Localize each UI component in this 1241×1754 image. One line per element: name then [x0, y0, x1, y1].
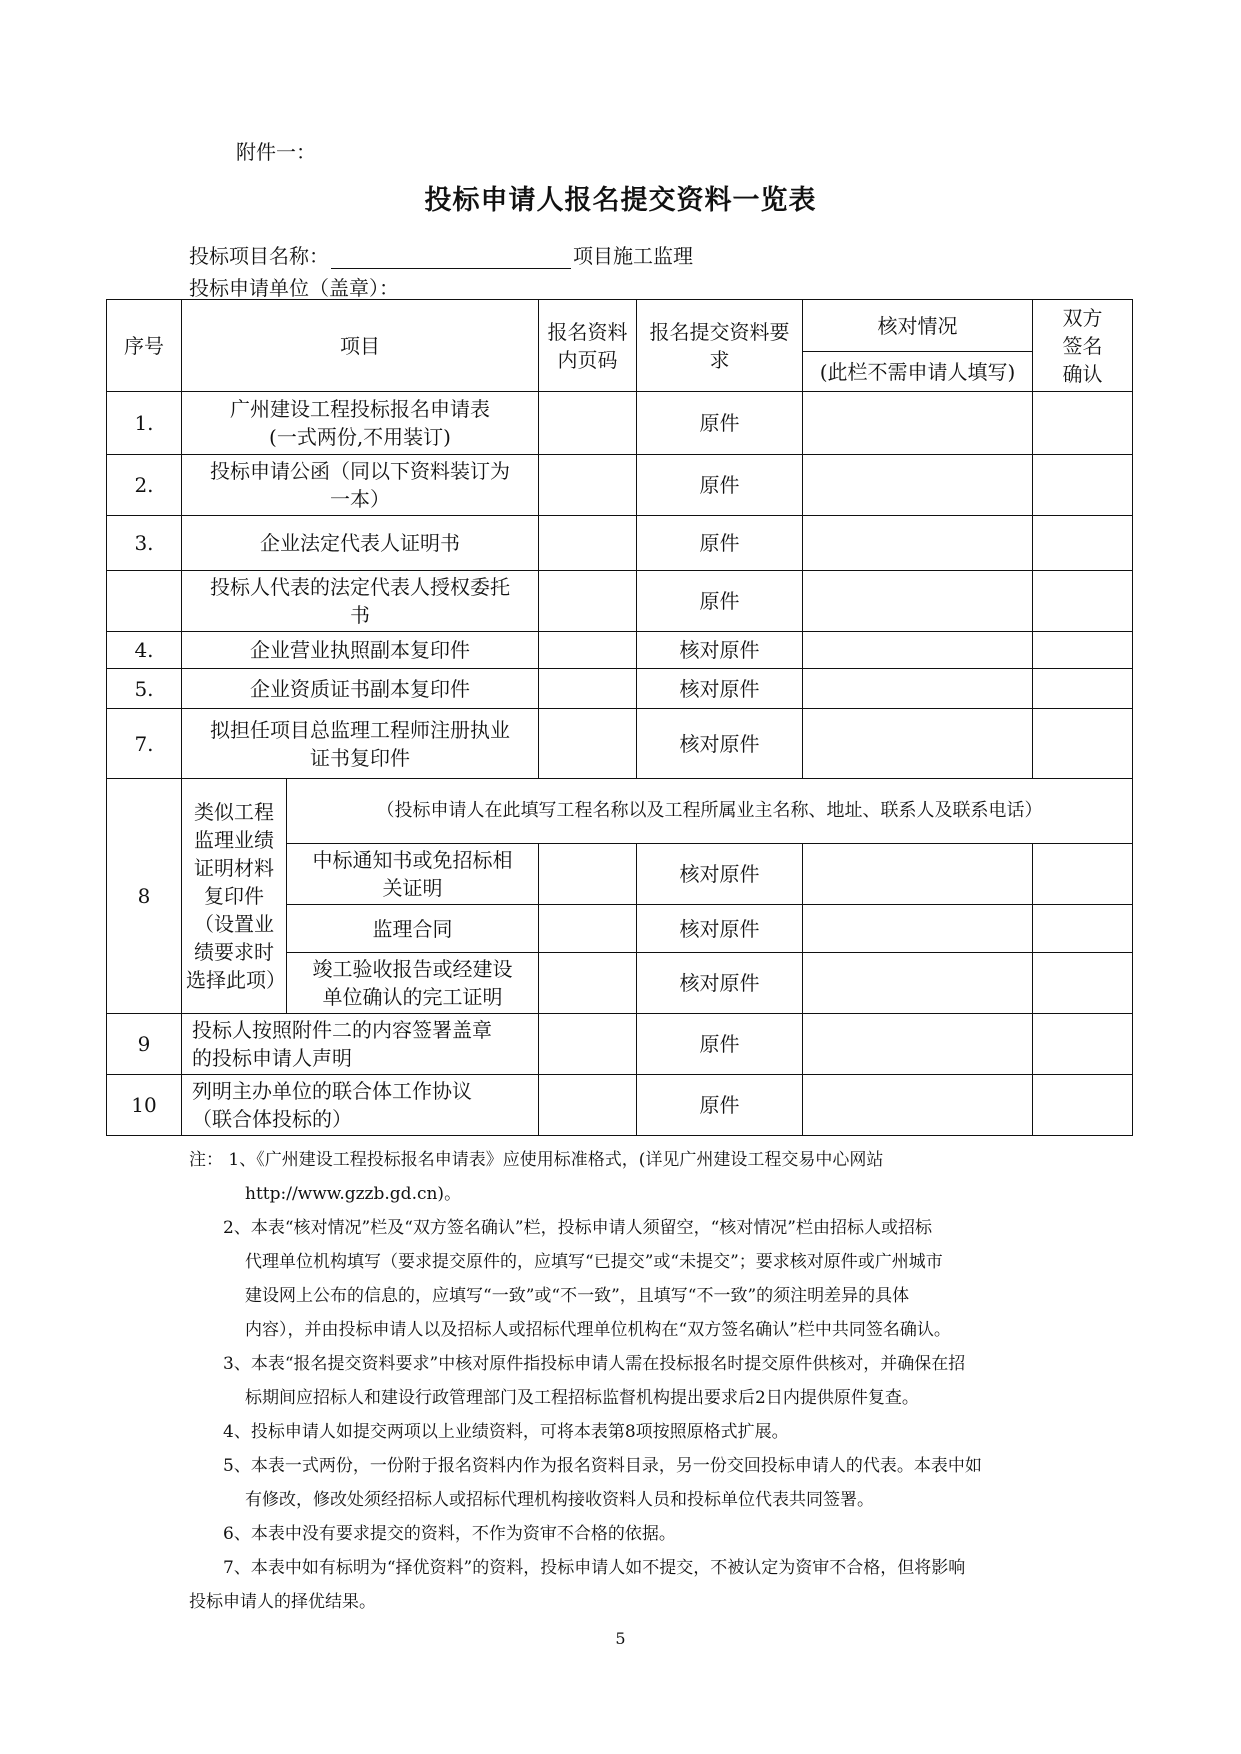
row-req: 核对原件 — [637, 669, 803, 709]
row-seq: 9 — [107, 1014, 182, 1075]
row-check-cell — [803, 669, 1033, 709]
header-requirement — [637, 300, 803, 392]
category-line: 复印件 — [204, 884, 264, 908]
table-header-row-1 — [107, 300, 1133, 352]
row-seq: 10 — [107, 1075, 182, 1136]
row-check-cell — [803, 905, 1033, 953]
row-item-line1: 投标人按照附件二的内容签署盖章 — [192, 1018, 492, 1042]
row-page-cell — [539, 1075, 637, 1136]
row-page-cell — [539, 516, 637, 571]
row-req: 原件 — [637, 392, 803, 455]
row-seq: 2. — [107, 455, 182, 516]
row-seq: 1. — [107, 392, 182, 455]
header-sign-line1: 双方 — [1062, 305, 1103, 330]
header-check: 核对情况 — [803, 300, 1033, 352]
row-seq — [107, 571, 182, 632]
row-item-line2: 证书复印件 — [310, 745, 410, 770]
row-req: 核对原件 — [637, 844, 803, 905]
row-req: 原件 — [637, 516, 803, 571]
row-req: 原件 — [637, 1014, 803, 1075]
notes-section — [189, 1143, 1059, 1619]
project-name-label: 投标项目名称： — [189, 244, 329, 268]
row-item — [287, 844, 539, 905]
row-seq: 7. — [107, 709, 182, 779]
note-1: 注： 1、《广州建设工程投标报名申请表》应使用标准格式，(详见广州建设工程交易中心网站 — [189, 1150, 884, 1170]
category-line: 证明材料 — [194, 856, 274, 880]
note-6: 6、本表中没有要求提交的资料，不作为资审不合格的依据。 — [223, 1524, 676, 1544]
row-item-line1: 竣工验收报告或经建设 — [312, 957, 513, 981]
applicant-unit-label: 投标申请单位（盖章）： — [189, 276, 399, 300]
row-item-line2: （联合体投标的） — [192, 1107, 352, 1131]
row-item: 企业资质证书副本复印件 — [182, 669, 539, 709]
row-item — [182, 709, 539, 779]
row-check-cell — [803, 571, 1033, 632]
table-row — [107, 1014, 1133, 1075]
row-req: 原件 — [637, 1075, 803, 1136]
note-7: 7、本表中如有标明为“择优资料”的资料，投标申请人如不提交，不被认定为资审不合格，但将影响 — [223, 1558, 966, 1578]
project-name-blank — [331, 248, 571, 269]
table-row — [107, 516, 1133, 571]
section8-category — [182, 779, 287, 1014]
note-2-line: 建设网上公布的信息的，应填写“一致”或“不一致”，且填写“不一致”的须注明差异的具体 — [245, 1286, 910, 1306]
row-sign-cell — [1033, 844, 1133, 905]
annex-label: 附件一： — [236, 140, 316, 164]
row-item: 监理合同 — [287, 905, 539, 953]
row-page-cell — [539, 571, 637, 632]
note-1-continued: http://www.gzzb.gd.cn)。 — [245, 1184, 462, 1204]
row-item-line1: 投标申请公函（同以下资料装订为 — [210, 459, 510, 483]
project-name-suffix: 项目施工监理 — [573, 244, 693, 268]
note-7-line: 投标申请人的择优结果。 — [189, 1592, 376, 1612]
row-page-cell — [539, 392, 637, 455]
row-item: 企业营业执照副本复印件 — [182, 632, 539, 669]
row-item-line1: 广州建设工程投标报名申请表 — [230, 397, 490, 421]
row-sign-cell — [1033, 571, 1133, 632]
row-check-cell — [803, 516, 1033, 571]
row-req: 核对原件 — [637, 632, 803, 669]
row-check-cell — [803, 1075, 1033, 1136]
project-name-line — [189, 240, 693, 269]
section8-instruction: （投标申请人在此填写工程名称以及工程所属业主名称、地址、联系人及联系电话） — [287, 779, 1133, 844]
row-item: 企业法定代表人证明书 — [182, 516, 539, 571]
row-page-cell — [539, 669, 637, 709]
header-req-line1: 报名提交资料要 — [649, 319, 790, 344]
header-sign — [1033, 300, 1133, 392]
row-check-cell — [803, 844, 1033, 905]
table-row — [107, 709, 1133, 779]
row-item-line1: 中标通知书或免招标相 — [312, 848, 513, 872]
row-req: 核对原件 — [637, 905, 803, 953]
submission-table — [106, 299, 1133, 1136]
row-page-cell — [539, 844, 637, 905]
row-check-cell — [803, 709, 1033, 779]
note-2-line: 代理单位机构填写（要求提交原件的，应填写“已提交”或“未提交”；要求核对原件或广州城市 — [245, 1252, 943, 1272]
header-sign-line2: 签名 — [1062, 333, 1103, 358]
header-page-line1: 报名资料 — [547, 319, 628, 344]
row-seq: 4. — [107, 632, 182, 669]
row-check-cell — [803, 455, 1033, 516]
table-row — [107, 669, 1133, 709]
note-5: 5、本表一式两份，一份附于报名资料内作为报名资料目录，另一份交回投标申请人的代表。本表中如 — [223, 1456, 982, 1476]
row-req: 核对原件 — [637, 709, 803, 779]
category-line: 选择此项） — [186, 968, 286, 992]
row-sign-cell — [1033, 516, 1133, 571]
row-item-line1: 列明主办单位的联合体工作协议 — [192, 1079, 472, 1103]
row-sign-cell — [1033, 953, 1133, 1014]
row-item — [182, 1014, 539, 1075]
row-item — [182, 1075, 539, 1136]
table-row — [107, 392, 1133, 455]
note-2: 2、本表“核对情况”栏及“双方签名确认”栏，投标申请人须留空，“核对情况”栏由招标人或招标 — [223, 1218, 932, 1238]
category-line: 类似工程 — [194, 800, 274, 824]
row-page-cell — [539, 632, 637, 669]
row-item — [182, 571, 539, 632]
row-item — [182, 392, 539, 455]
table-row — [107, 571, 1133, 632]
row-sign-cell — [1033, 1075, 1133, 1136]
header-seq: 序号 — [107, 300, 182, 392]
table-row — [107, 1075, 1133, 1136]
row-req: 核对原件 — [637, 953, 803, 1014]
row-sign-cell — [1033, 709, 1133, 779]
row-page-cell — [539, 455, 637, 516]
header-sign-line3: 确认 — [1062, 361, 1103, 386]
table-row — [107, 632, 1133, 669]
row-sign-cell — [1033, 905, 1133, 953]
row-check-cell — [803, 392, 1033, 455]
table-row — [107, 455, 1133, 516]
header-page — [539, 300, 637, 392]
header-item: 项目 — [182, 300, 539, 392]
row-page-cell — [539, 709, 637, 779]
note-3-line: 标期间应招标人和建设行政管理部门及工程招标监督机构提出要求后2日内提供原件复查。 — [245, 1388, 919, 1408]
row-item-line1: 投标人代表的法定代表人授权委托 — [210, 575, 510, 599]
row-req: 原件 — [637, 455, 803, 516]
row-page-cell — [539, 953, 637, 1014]
row-item-line2: 书 — [350, 603, 370, 627]
header-req-line2: 求 — [709, 347, 730, 372]
row-item — [287, 953, 539, 1014]
page-title: 投标申请人报名提交资料一览表 — [424, 185, 817, 216]
row-sign-cell — [1033, 1014, 1133, 1075]
section8-seq: 8 — [107, 779, 182, 1014]
note-4: 4、投标申请人如提交两项以上业绩资料，可将本表第8项按照原格式扩展。 — [223, 1422, 789, 1442]
note-5-line: 有修改，修改处须经招标人或招标代理机构接收资料人员和投标单位代表共同签署。 — [245, 1490, 874, 1510]
row-check-cell — [803, 632, 1033, 669]
row-page-cell — [539, 1014, 637, 1075]
row-sign-cell — [1033, 455, 1133, 516]
row-seq: 5. — [107, 669, 182, 709]
row-item-line2: (一式两份,不用装订) — [269, 425, 451, 449]
row-item-line2: 的投标申请人声明 — [192, 1046, 352, 1070]
row-sign-cell — [1033, 669, 1133, 709]
note-3: 3、本表“报名提交资料要求”中核对原件指投标申请人需在投标报名时提交原件供核对，并确保在招 — [223, 1354, 966, 1374]
row-seq: 3. — [107, 516, 182, 571]
row-item-line2: 一本） — [330, 487, 390, 511]
category-line: 监理业绩 — [194, 828, 274, 852]
header-page-line2: 内页码 — [557, 347, 618, 372]
row-sign-cell — [1033, 392, 1133, 455]
row-check-cell — [803, 1014, 1033, 1075]
section8-instruction-row — [107, 779, 1133, 844]
row-req: 原件 — [637, 571, 803, 632]
page-number: 5 — [615, 1629, 626, 1648]
header-check-note: (此栏不需申请人填写) — [803, 352, 1033, 392]
row-item-line2: 单位确认的完工证明 — [322, 985, 503, 1009]
row-page-cell — [539, 905, 637, 953]
category-line: （设置业 — [194, 912, 274, 936]
row-item-line2: 关证明 — [382, 876, 443, 900]
row-item-line1: 拟担任项目总监理工程师注册执业 — [210, 717, 510, 742]
row-check-cell — [803, 953, 1033, 1014]
row-item — [182, 455, 539, 516]
category-line: 绩要求时 — [194, 940, 274, 964]
row-sign-cell — [1033, 632, 1133, 669]
note-2-line: 内容），并由投标申请人以及招标人或招标代理单位机构在“双方签名确认”栏中共同签名确认。 — [245, 1320, 951, 1340]
